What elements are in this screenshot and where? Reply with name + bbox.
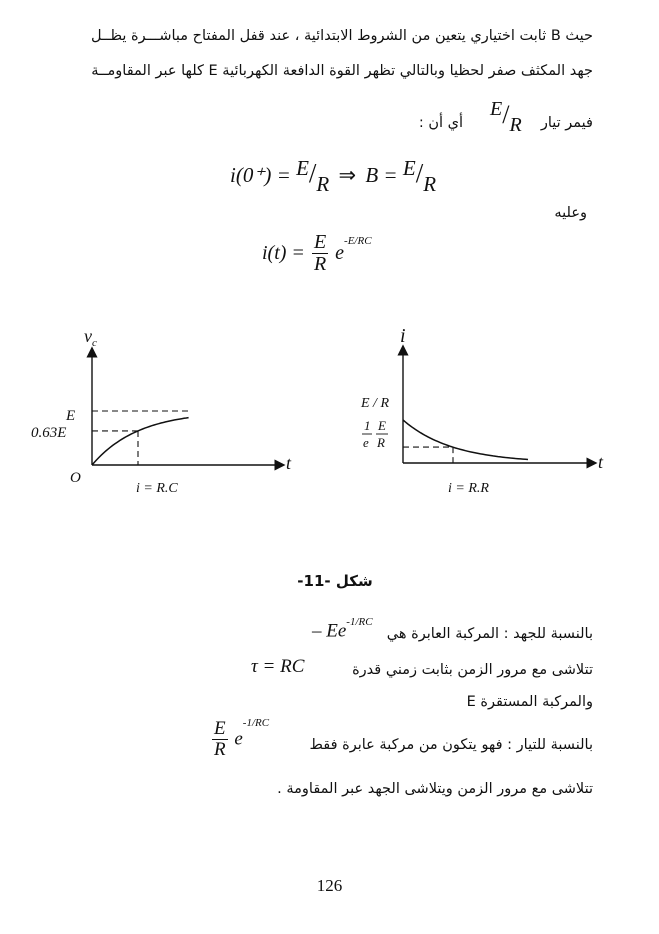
current-exp-base: e <box>234 728 243 750</box>
g2-y-label: i <box>400 325 406 347</box>
voltage-expr-base: – Ee <box>312 620 347 642</box>
eq1-frac1-num: E <box>296 156 309 180</box>
g2-t-label: t <box>598 452 604 472</box>
eq1-frac2-den: R <box>423 172 437 196</box>
equation-initial-current <box>230 156 437 196</box>
figure-caption: شكل -11- <box>297 572 373 590</box>
current-expression <box>210 719 269 760</box>
eq2-lhs: i(t) = <box>262 242 305 264</box>
current-num: E <box>214 718 226 739</box>
eq2-exponent: -E/RC <box>344 235 372 248</box>
chart-capacitor-voltage <box>0 320 330 510</box>
inline-fraction-e-over-r <box>490 98 522 136</box>
eq1-b-equals: B = <box>365 163 398 187</box>
paragraph-line-3-prefix: فيمر تيار <box>540 115 593 131</box>
frac-denominator: R <box>509 114 522 136</box>
g2-x-marker-label: i = R.R <box>448 481 489 496</box>
g2-one-label: 1 <box>364 418 371 433</box>
g2-er-label: E / R <box>361 396 389 411</box>
voltage-expr-exponent: -1/RC <box>346 616 373 628</box>
g1-y-label: $v_c$ <box>84 326 97 349</box>
current-line-text: بالنسبة للتيار : فهو يتكون من مركبة عابرة فقط <box>309 737 593 753</box>
paragraph-line-2: جهد المكثف صفر لحظيا وبالتالي تظهر القوة الدافعة الكهربائية E كلها عبر المقاومــة <box>91 63 593 79</box>
paragraph-line-1: حيث B ثابت اختياري يتعين من الشروط الابتدائية ، عند قفل المفتاح مباشـــرة يظــل <box>91 28 593 44</box>
chart-current <box>330 320 650 510</box>
eq1-frac2-num: E <box>402 156 416 180</box>
g2-curve <box>403 420 528 460</box>
paragraph-line-3-suffix: أي أن : <box>418 115 463 131</box>
wa-alayh: وعليه <box>554 205 587 221</box>
eq1-frac1-slash: / <box>308 158 317 188</box>
tau-expression: τ = RC <box>251 656 305 677</box>
eq1-frac2-slash: / <box>415 158 424 188</box>
current-exponent: -1/RC <box>242 717 270 730</box>
g2-E-label: E <box>378 418 386 433</box>
g1-origin-label: O <box>70 470 81 486</box>
current-den: R <box>214 738 226 760</box>
g2-e-label: e <box>363 435 369 450</box>
page-number: 126 <box>316 876 343 895</box>
eq2-exp-base: e <box>335 242 345 264</box>
voltage-line-2: تتلاشى مع مرور الزمن بثابت زمني قدرة <box>352 662 593 678</box>
g2-R-label: R <box>377 435 385 450</box>
eq1-arrow: ⇒ <box>338 163 357 187</box>
frac-numerator: E <box>490 98 503 120</box>
eq1-lhs: i(0⁺) = <box>230 163 291 187</box>
eq2-num: E <box>313 231 327 253</box>
g1-t-label: t <box>286 453 292 473</box>
steady-component-line: والمركبة المستقرة E <box>466 694 593 710</box>
eq2-den: R <box>313 253 327 275</box>
g1-063e-label: 0.63E <box>31 425 67 441</box>
current-fraction <box>212 719 228 760</box>
g1-x-marker-label: i = R.C <box>136 481 178 496</box>
eq2-fraction <box>312 232 328 275</box>
fraction-slash: / <box>502 100 510 129</box>
eq1-frac1-den: R <box>316 172 330 196</box>
final-line: تتلاشى مع مرور الزمن ويتلاشى الجهد عبر المقاومة . <box>277 781 593 797</box>
equation-current-time <box>262 232 372 275</box>
g1-e-label: E <box>66 408 76 424</box>
voltage-line-text: بالنسبة للجهد : المركبة العابرة هي <box>386 626 593 642</box>
g1-curve <box>92 418 189 465</box>
voltage-expression <box>312 616 373 642</box>
